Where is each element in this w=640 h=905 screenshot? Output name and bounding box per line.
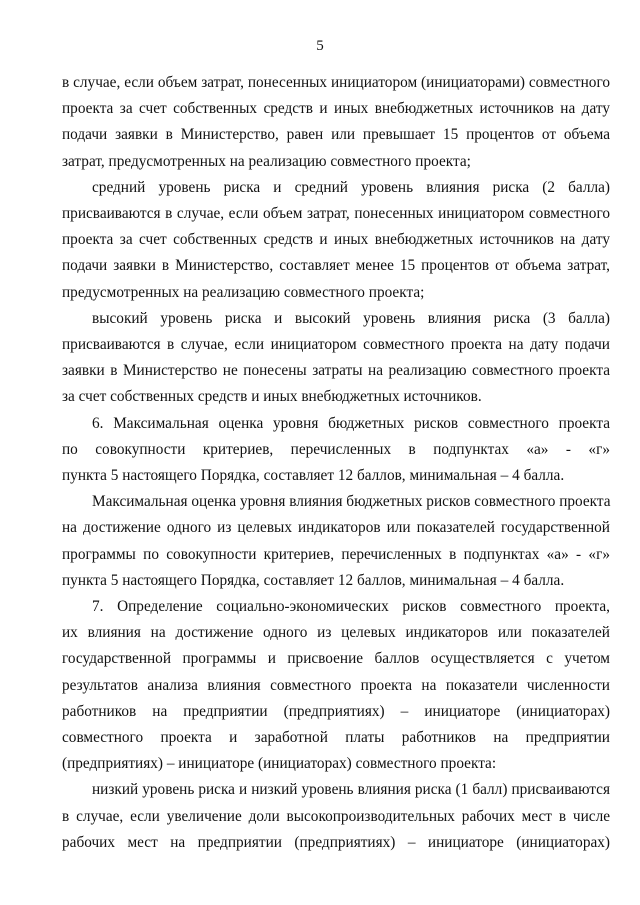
page-number: 5 — [316, 38, 324, 54]
text-line: в случае, если увеличение доли высокопроизводительных рабочих мест в числе — [62, 807, 610, 825]
text-line: присваиваются в случае, если объем затрат, понесенных инициатором совместного — [62, 205, 610, 223]
text-line: предусмотренных на реализацию совместного проекта; — [62, 283, 425, 301]
text-line: пункта 5 настоящего Порядка, составляет 12 баллов, минимальная – 4 балла. — [62, 571, 565, 589]
text-line: подачи заявки в Министерство, равен или превышает 15 процентов от объема — [62, 126, 610, 144]
text-line: 6. Максимальная оценка уровня бюджетных рисков совместного проекта — [92, 414, 610, 432]
text-line: их влияния на достижение одного из целевых индикаторов или показателей — [62, 624, 610, 642]
paragraph — [62, 777, 610, 856]
text-line: проекта за счет собственных средств и иных внебюджетных источников на дату — [62, 100, 610, 118]
text-line: затрат, предусмотренных на реализацию совместного проекта; — [62, 152, 471, 170]
text-line: за счет собственных средств и иных внебюджетных источников. — [62, 388, 482, 406]
text-line: присваиваются в случае, если инициатором совместного проекта на дату подачи — [62, 336, 610, 354]
text-line: работников на предприятии (предприятиях) – инициаторе (инициаторах) — [62, 702, 610, 720]
text-line: результатов анализа влияния совместного проекта на показатели численности — [62, 676, 610, 694]
paragraph — [62, 594, 610, 777]
text-line: средний уровень риска и средний уровень влияния риска (2 балла) — [92, 178, 610, 196]
paragraph — [62, 70, 610, 175]
paragraph — [62, 489, 610, 594]
text-line: на достижение одного из целевых индикаторов или показателей государственной — [62, 519, 610, 537]
text-line: пункта 5 настоящего Порядка, составляет 12 баллов, минимальная – 4 балла. — [62, 467, 565, 485]
text-line: Максимальная оценка уровня влияния бюджетных рисков совместного проекта — [92, 493, 611, 511]
text-line: проекта за счет собственных средств и иных внебюджетных источников на дату — [62, 231, 610, 249]
text-line: заявки в Министерство не понесены затраты на реализацию совместного проекта — [62, 362, 610, 380]
paragraph — [62, 411, 610, 490]
text-line: 7. Определение социально-экономических рисков совместного проекта, — [92, 598, 610, 616]
text-line: (предприятиях) – инициаторе (инициаторах) совместного проекта: — [62, 755, 497, 773]
document-body — [62, 70, 610, 856]
text-line: программы по совокупности критериев, перечисленных в подпунктах «а» - «г» — [62, 545, 610, 563]
text-line: совместного проекта и заработной платы работников на предприятии — [62, 729, 610, 747]
text-line: низкий уровень риска и низкий уровень влияния риска (1 балл) присваиваются — [92, 781, 610, 799]
paragraph — [62, 306, 610, 411]
paragraph — [62, 175, 610, 306]
text-line: государственной программы и присвоение баллов осуществляется с учетом — [62, 650, 610, 668]
text-line: высокий уровень риска и высокий уровень влияния риска (3 балла) — [92, 309, 610, 327]
text-line: подачи заявки в Министерство, составляет менее 15 процентов от объема затрат, — [62, 257, 610, 275]
text-line: по совокупности критериев, перечисленных в подпунктах «а» - «г» — [62, 440, 610, 458]
text-line: рабочих мест на предприятии (предприятиях) – инициаторе (инициаторах) — [62, 833, 610, 851]
text-line: в случае, если объем затрат, понесенных инициатором (инициаторами) совместного — [62, 74, 610, 91]
